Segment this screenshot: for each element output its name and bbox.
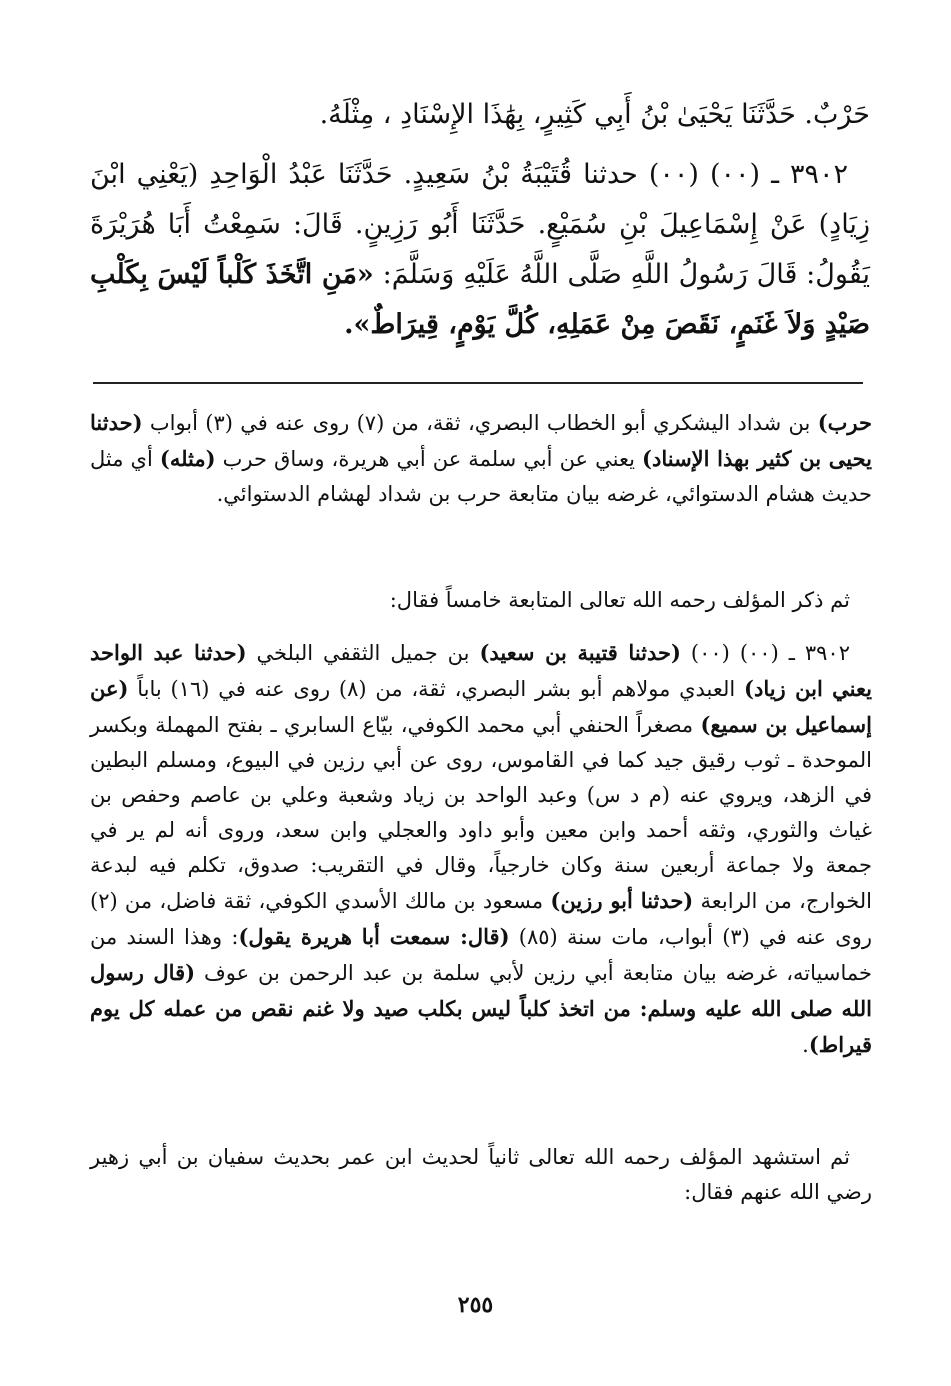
commentary-3-text-3: العبدي مولاهم أبو بشر البصري، ثقة، من (٨) روى عنه في (١٦) باباً	[128, 677, 745, 701]
commentary-1-bold-3: (مثله)	[159, 446, 216, 471]
hadith-continuation-line	[90, 90, 870, 140]
commentary-1-bold-1: حرب)	[817, 410, 872, 435]
commentary-4-text: ثم استشهد المؤلف رحمه الله تعالى ثانياً لحديث ابن عمر بحديث سفيان بن أبي زهير رضي الله عنهم فقال:	[90, 1145, 872, 1204]
commentary-3-bold-6: (قال رسول الله صلى الله عليه وسلم: من اتخذ كلباً ليس بكلب صيد ولا غنم نقص من عمله كل يوم قيراط)	[90, 960, 872, 1057]
hadith-isnad: حدثنا قُتَيْبَةُ بْنُ سَعِيدٍ. حَدَّثَنَا عَبْدُ الْوَاحِدِ (يَعْنِي ابْنَ زِيَادٍ) عَنْ إِسْمَاعِيلَ بْنِ سُمَيْعٍ. حَدَّثَنَا أَبُو رَزِينٍ. قَالَ: سَمِعْتُ أَبَا هُرَيْرَةَ يَقُولُ: قَالَ رَسُولُ اللَّهِ صَلَّى اللَّهُ عَلَيْهِ وَسَلَّمَ:	[90, 159, 870, 290]
commentary-3-bold-2: (حدثنا عبد الواحد يعني ابن زياد)	[90, 640, 872, 701]
commentary-paragraph-3	[90, 635, 872, 1063]
commentary-1-bold-2: (حدثنا يحيى بن كثير بهذا الإسناد)	[90, 410, 872, 471]
footnote-divider	[93, 382, 863, 384]
commentary-2-text: ثم ذكر المؤلف رحمه الله تعالى المتابعة خامساً فقال:	[389, 588, 850, 612]
hadith-line-1: حَرْبٌ. حَدَّثَنَا يَحْيَىٰ بْنُ أَبِي كَثِيرٍ، بِهَٰذَا الإِسْنَادِ ، مِثْلَهُ.	[319, 99, 870, 130]
commentary-3-text-5: مسعود بن مالك الأسدي الكوفي، ثقة فاضل، من (٢) روى عنه في (٣) أبواب، مات سنة (٨٥)	[90, 889, 872, 949]
commentary-paragraph-1	[90, 405, 872, 512]
commentary-3-bold-3: (عن إسماعيل بن سميع)	[90, 676, 872, 737]
commentary-3-text-4: مصغراً الحنفي أبي محمد الكوفي، بيّاع السابري ـ بفتح المهملة وبكسر الموحدة ـ ثوب رقيق جيد كما في القاموس، روى عن أبي رزين في البيوع، ومسلم البطين في الزهد، ويروي عنه (م د س) وعبد الواحد بن زياد وشعبة وعلي بن عاصم وحفص بن غياث والثوري، وثقه أحمد وابن معين وأبو داود والعجلي وابن سعد، وروى أنه لم ير في جمعة ولا جماعة أربعين سنة وكان خارجياً، وقال في التقريب: صدوق، تكلم فيه لبدعة الخوارج، من الرابعة	[90, 713, 872, 913]
hadith-3902	[90, 150, 870, 350]
commentary-3-bold-4: (حدثنا أبو رزين)	[550, 888, 694, 913]
commentary-3-text-1: ٣٩٠٢ ـ (٠٠) (٠٠)	[680, 641, 850, 665]
hadith-number: ٣٩٠٢ ـ (٠٠) (٠٠)	[648, 159, 849, 190]
page-number: ٢٥٥	[457, 1292, 494, 1318]
hadith-matn: «مَنِ اتَّخَذَ كَلْباً لَيْسَ بِكَلْبِ صَيْدٍ وَلاَ غَنَمٍ، نَقَصَ مِنْ عَمَلِهِ، كُلَّ يَوْمٍ، قِيرَاطٌ».	[90, 259, 870, 340]
commentary-3-bold-1: (حدثنا قتيبة بن سعيد)	[479, 640, 681, 665]
commentary-3-bold-5: (قال: سمعت أبا هريرة يقول)	[238, 924, 510, 949]
commentary-3-text-7: .	[802, 1033, 809, 1057]
commentary-paragraph-4	[90, 1140, 872, 1210]
commentary-3-text-6: : وهذا السند من خماسياته، غرضه بيان متابعة أبي رزين لأبي سلمة بن عبد الرحمن بن عوف	[90, 925, 872, 985]
commentary-paragraph-2	[90, 583, 872, 618]
commentary-1-text-2: يعني عن أبي سلمة عن أبي هريرة، وساق حرب	[215, 447, 643, 471]
commentary-3-text-2: بن جميل الثقفي البلخي	[246, 641, 480, 665]
commentary-1-text-3: أي مثل حديث هشام الدستوائي، غرضه بيان متابعة حرب بن شداد لهشام الدستوائي.	[90, 447, 872, 506]
commentary-1-text-1: بن شداد اليشكري أبو الخطاب البصري، ثقة، من (٧) روى عنه في (٣) أبواب	[142, 411, 818, 435]
